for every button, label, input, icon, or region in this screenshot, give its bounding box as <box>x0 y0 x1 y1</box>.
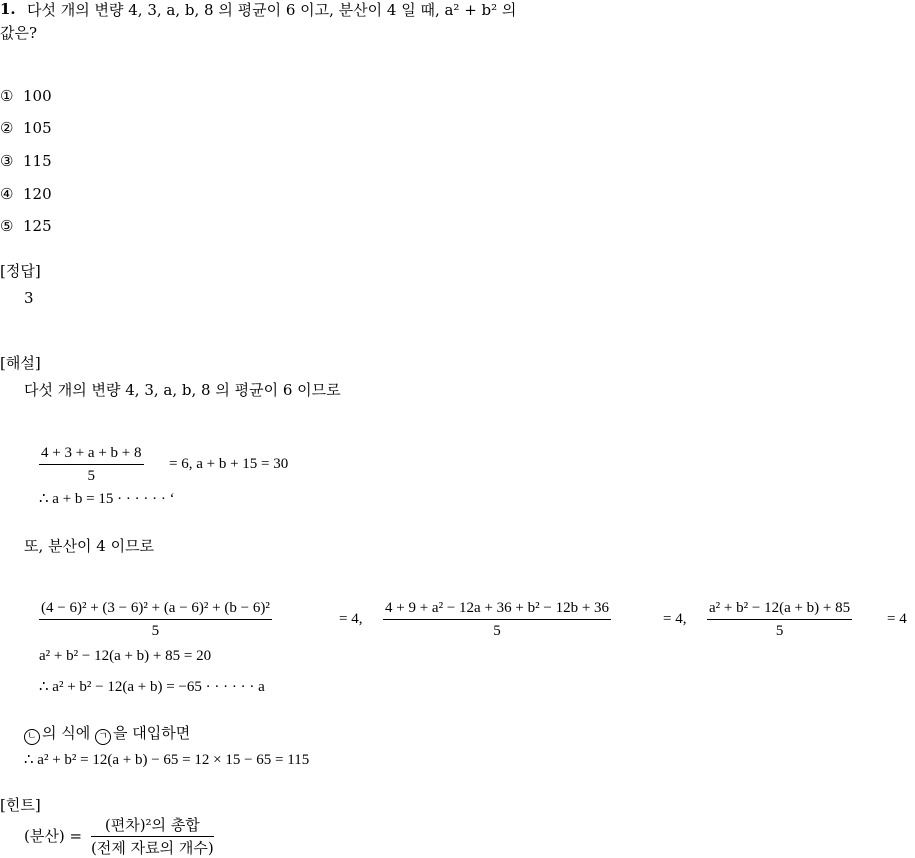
eq4: a² + b² − 12(a + b) + 85 = 20 <box>39 648 212 664</box>
question-number: 1. <box>0 0 16 18</box>
option-3[interactable] <box>0 154 52 169</box>
eq3a-rest: = 4, <box>339 611 363 627</box>
eq3a-numerator: (4 − 6)² + (3 − 6)² + (a − 6)² + (b − 6)² <box>39 601 272 620</box>
eq3c-rest: = 4 <box>887 611 907 627</box>
eq1-numerator: 4 + 3 + a + b + 8 <box>39 446 144 465</box>
circled-giyeok-icon: ㄱ <box>95 729 111 745</box>
eq3c-fraction <box>707 601 852 639</box>
eq3b-denominator: 5 <box>493 623 501 639</box>
solution-label: [해설] <box>0 354 41 372</box>
eq3a-fraction <box>39 601 272 639</box>
eq3c-numerator: a² + b² − 12(a + b) + 85 <box>707 601 852 620</box>
eq3a-denominator: 5 <box>151 623 160 639</box>
option-4[interactable] <box>0 187 52 202</box>
option-mark: ① <box>0 87 14 105</box>
solution-text2: 또, 분산이 4 이므로 <box>24 537 155 555</box>
eq6: ∴ a² + b² = 12(a + b) − 65 = 12 × 15 − 65 = 115 <box>24 752 310 768</box>
solution-intro: 다섯 개의 변량 4, 3, a, b, 8 의 평균이 6 이므로 <box>24 381 341 399</box>
eq1-rest: = 6, a + b + 15 = 30 <box>169 456 289 472</box>
hint-lhs: (분산) = <box>24 827 83 845</box>
hint-fraction <box>91 818 214 856</box>
option-mark: ③ <box>0 152 14 170</box>
eq1-fraction <box>39 446 144 484</box>
eq3c-denominator: 5 <box>775 623 784 639</box>
option-5[interactable] <box>0 219 52 234</box>
question-text-line2: 값은? <box>0 24 38 42</box>
option-2[interactable] <box>0 121 52 136</box>
option-mark: ⑤ <box>0 217 14 235</box>
option-value: 100 <box>23 87 52 105</box>
eq3b-numerator: 4 + 9 + a² − 12a + 36 + b² − 12b + 36 <box>383 601 611 620</box>
option-value: 120 <box>23 185 52 203</box>
option-1[interactable] <box>0 89 52 104</box>
option-value: 125 <box>23 217 52 235</box>
answer-label: [정답] <box>0 262 41 280</box>
option-value: 115 <box>23 152 52 170</box>
option-mark: ④ <box>0 185 14 203</box>
hint-numerator: (편차)²의 총합 <box>91 818 214 837</box>
question-text-line1: 다섯 개의 변량 4, 3, a, b, 8 의 평균이 6 이고, 분산이 4 일 때, a² + b² 의 <box>27 1 517 19</box>
option-mark: ② <box>0 119 14 137</box>
hint-label: [힌트] <box>0 796 41 814</box>
eq5: ∴ a² + b² − 12(a + b) = −65 · · · · · · a <box>39 679 265 695</box>
circled-nieun-icon: ㄴ <box>24 729 40 745</box>
hint-denominator: (전제 자료의 개수) <box>91 839 214 857</box>
solution-text3: ㄴ 의 식에 ㄱ 을 대입하면 <box>24 726 190 745</box>
option-value: 105 <box>23 119 52 137</box>
eq3b-rest: = 4, <box>663 611 687 627</box>
answer-value: 3 <box>24 289 34 307</box>
eq3b-fraction <box>383 601 611 639</box>
eq1-denominator: 5 <box>87 468 95 484</box>
eq2: ∴ a + b = 15 · · · · · · ‘ <box>39 491 175 507</box>
